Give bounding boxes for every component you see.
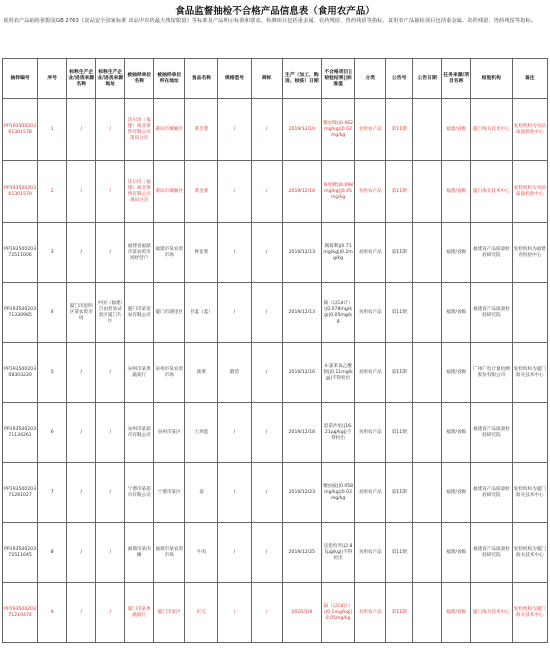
cell-bulletin-no: 第11期 [386, 403, 413, 463]
cell-bulletin-no: 第11期 [386, 463, 413, 523]
cell-bulletin-date [413, 99, 442, 161]
table-row [3, 161, 548, 223]
intro-paragraph: 食用农产品抽检依据是GB 2763《食品安全国家标准 食品中农药最大残留限量》等标准及产品明示标准和要求。检测项目包括重金属、农药残留、兽药残留等指标，食用农产品抽检项目包括重金属、农药残留、兽药残留等指标。 [3, 18, 537, 24]
column-header: 分类 [355, 59, 386, 99]
cell-sampled-address: 厦门市某区 [154, 583, 185, 643]
cell-sampled-address: 泉州市某区 [154, 403, 185, 463]
cell-serial-no: 3 [38, 223, 67, 283]
cell-category: 食用农产品 [355, 283, 386, 343]
cell-inspection-org: 福建省产品质量检验研究院 [471, 463, 512, 523]
cell-food-name: 姜 [185, 463, 218, 523]
cell-failed-item: 镉（以Cd计）||0.1mg/kg||0.05mg/kg [322, 583, 355, 643]
cell-sampled-address: 莆田市城厢区 [154, 161, 185, 223]
table-row [3, 99, 548, 161]
cell-producer-address: / [96, 403, 125, 463]
cell-production-date: 2019/12/13 [282, 283, 321, 343]
cell-serial-no: 6 [38, 403, 67, 463]
cell-production-date: 2020/1/8 [282, 583, 321, 643]
cell-food-name: 菠菜 [185, 343, 218, 403]
cell-serial-no: 9 [38, 583, 67, 643]
cell-producer-address: / [96, 99, 125, 161]
cell-food-name: 黄金菜 [185, 161, 218, 223]
cell-sampled-unit: 沃尔玛（福建）商业零售有限公司莆田分店 [125, 99, 154, 161]
cell-category: 食用农产品 [355, 343, 386, 403]
cell-failed-item: 噻虫嗪||0.062mg/kg||0.02mg/kg [322, 99, 355, 161]
cell-brand: / [251, 523, 282, 583]
cell-brand: / [251, 283, 282, 343]
cell-sampled-unit: 泉州市某超市有限公司 [125, 403, 154, 463]
cell-task-source: 福建/省级 [442, 99, 471, 161]
cell-sampled-unit: 宁德市某超市有限公司 [125, 463, 154, 523]
cell-bulletin-date [413, 283, 442, 343]
cell-producer-name: / [67, 161, 96, 223]
cell-category: 食用农产品 [355, 583, 386, 643]
cell-bulletin-date [413, 161, 442, 223]
cell-category: 食用农产品 [355, 463, 386, 523]
cell-sampled-address: 福鼎市某农贸市场 [154, 223, 185, 283]
column-header: 不合格项目||检验结果||标准值 [322, 59, 355, 99]
cell-bulletin-date [413, 463, 442, 523]
cell-brand: / [251, 403, 282, 463]
cell-sampled-address: 莆田市城厢区 [154, 99, 185, 161]
cell-inspection-org: 福建省产品质量检验研究院 [471, 523, 512, 583]
table-row [3, 343, 548, 403]
cell-inspection-org: 福建省产品质量检验研究院 [471, 403, 512, 463]
cell-brand: / [251, 223, 282, 283]
cell-task-source: 福建/省级 [442, 523, 471, 583]
table-row [3, 223, 548, 283]
cell-failed-item: 恩诺沙星||16.21μg/kg||不得检出 [322, 403, 355, 463]
cell-production-date: 2019/12/25 [282, 523, 321, 583]
cell-food-name: 牛肉 [185, 523, 218, 583]
column-header: 公告号 [386, 59, 413, 99]
table-row [3, 403, 548, 463]
cell-producer-address: / [96, 523, 125, 583]
cell-failed-item: 噻虫胺||0.058mg/kg||0.02mg/kg [322, 463, 355, 523]
cell-production-date: 2019/12/10 [282, 161, 321, 223]
cell-sampled-address: 宁德市某区 [154, 463, 185, 523]
cell-spec: / [218, 223, 251, 283]
cell-production-date: 2019/12/16 [282, 343, 321, 403]
cell-category: 食用农产品 [355, 99, 386, 161]
cell-category: 食用农产品 [355, 161, 386, 223]
cell-bulletin-no: 第11期 [386, 99, 413, 161]
column-header: 备注 [512, 59, 547, 99]
cell-sample-id: PP19350020371210474 [3, 583, 38, 643]
cell-brand: / [251, 343, 282, 403]
cell-category: 食用农产品 [355, 523, 386, 583]
cell-inspection-org: 福建省产品质量检验研究院 [471, 223, 512, 283]
cell-spec: 散装 [218, 343, 251, 403]
cell-remark: 复检机构为厦门海关技术中心 [512, 343, 547, 403]
column-header: 标称生产企业/进货来源名称 [67, 59, 96, 99]
cell-sample-id: PP19350020361301579 [3, 161, 38, 223]
cell-bulletin-date [413, 523, 442, 583]
column-header: 标称生产企业/进货来源地址 [96, 59, 125, 99]
column-header: 商标 [251, 59, 282, 99]
cell-serial-no: 7 [38, 463, 67, 523]
column-header: 检验机构 [471, 59, 512, 99]
cell-producer-name: / [67, 343, 96, 403]
cell-sample-id: PP19350020371134261 [3, 403, 38, 463]
table-row [3, 463, 548, 523]
cell-failed-item: 毒死蜱||0.098mg/kg||0.05mg/kg [322, 161, 355, 223]
cell-inspection-org: 广州广电计量检测股份有限公司 [471, 343, 512, 403]
cell-spec: / [218, 403, 251, 463]
cell-serial-no: 4 [38, 283, 67, 343]
cell-spec: / [218, 463, 251, 523]
cell-spec: / [218, 523, 251, 583]
cell-production-date: 2019/12/23 [282, 463, 321, 523]
cell-bulletin-date [413, 403, 442, 463]
cell-sample-id: PP19350020361301578 [3, 99, 38, 161]
cell-serial-no: 1 [38, 99, 67, 161]
cell-bulletin-date [413, 583, 442, 643]
cell-food-name: 鲜韭菜 [185, 223, 218, 283]
cell-remark: 复检机构为厦门海关技术中心 [512, 463, 547, 523]
cell-task-source: 福建/省级 [442, 223, 471, 283]
cell-brand: / [251, 583, 282, 643]
cell-brand: / [251, 463, 282, 523]
cell-food-name: 土鸡蛋 [185, 403, 218, 463]
cell-task-source: 福建/省级 [442, 583, 471, 643]
column-header: 序号 [38, 59, 67, 99]
column-header: 规格型号 [218, 59, 251, 99]
cell-task-source: 福建/省级 [442, 343, 471, 403]
cell-sample-id: PP19350020372511006 [3, 223, 38, 283]
cell-sampled-address: 福鼎市某农贸市场 [154, 523, 185, 583]
cell-brand: / [251, 99, 282, 161]
cell-producer-address: / [96, 463, 125, 523]
cell-producer-name: 厦门市思明区某农贸市场 [67, 283, 96, 343]
cell-sampled-unit: 福鼎市某肉摊 [125, 523, 154, 583]
cell-sample-id: PP19350020372511045 [3, 523, 38, 583]
cell-bulletin-date [413, 343, 442, 403]
cell-producer-name: / [67, 463, 96, 523]
cell-producer-address: 中国（福建）自由贸易试验区厦门片区 [96, 283, 125, 343]
cell-remark: 复检机构为食品质量检验中心 [512, 99, 547, 161]
table-row [3, 523, 548, 583]
cell-remark: 复检机构为厦门海关技术中心 [512, 583, 547, 643]
column-header: 公告日期 [413, 59, 442, 99]
cell-bulletin-date [413, 223, 442, 283]
cell-producer-name: / [67, 99, 96, 161]
cell-spec: / [218, 283, 251, 343]
cell-failed-item: 克伦特罗||2.87μg/kg||不得检出 [322, 523, 355, 583]
cell-producer-name: / [67, 523, 96, 583]
cell-sampled-unit: 泉州市某果蔬商行 [125, 343, 154, 403]
cell-production-date: 2019/12/13 [282, 223, 321, 283]
cell-serial-no: 5 [38, 343, 67, 403]
cell-sampled-unit: 厦门市某果蔬商行 [125, 583, 154, 643]
cell-inspection-org: 福建省产品质量检验研究院 [471, 283, 512, 343]
cell-food-name: 茶苦菜 [185, 99, 218, 161]
cell-bulletin-no: 第11期 [386, 583, 413, 643]
cell-bulletin-no: 第11期 [386, 343, 413, 403]
cell-sample-id: PP19350020308303220 [3, 343, 38, 403]
cell-inspection-org: 厦门海关技术中心 [471, 99, 512, 161]
cell-producer-address: / [96, 223, 125, 283]
cell-bulletin-no: 第11期 [386, 283, 413, 343]
cell-sample-id: PP19350020371281027 [3, 463, 38, 523]
cell-task-source: 福建/省级 [442, 161, 471, 223]
cell-serial-no: 8 [38, 523, 67, 583]
cell-remark [512, 403, 547, 463]
cell-spec: / [218, 161, 251, 223]
cell-remark [512, 283, 547, 343]
cell-production-date: 2019/12/18 [282, 403, 321, 463]
inspection-table [2, 58, 548, 643]
cell-sampled-unit: 厦门市某贸易有限公司 [125, 283, 154, 343]
cell-producer-address: / [96, 343, 125, 403]
column-header: 任务来源/项目名称 [442, 59, 471, 99]
column-header: 抽样编号 [3, 59, 38, 99]
table-row [3, 583, 548, 643]
document-title: 食品监督抽检不合格产品信息表（食用农产品） [175, 6, 375, 17]
cell-serial-no: 2 [38, 161, 67, 223]
cell-bulletin-no: 第11期 [386, 161, 413, 223]
cell-category: 食用农产品 [355, 403, 386, 463]
column-header: 生产（加工、购进、检疫）日期 [282, 59, 321, 99]
cell-sampled-unit: 福建省福鼎市某农贸市场经营户 [125, 223, 154, 283]
cell-food-name: 甘蓝（蓝） [185, 283, 218, 343]
cell-producer-address: / [96, 583, 125, 643]
cell-spec: / [218, 583, 251, 643]
cell-failed-item: 4-氯苯氧乙酸钠||0.11mg/kg||不得检出 [322, 343, 355, 403]
cell-spec: / [218, 99, 251, 161]
cell-task-source: 福建/省级 [442, 403, 471, 463]
table-row [3, 283, 548, 343]
cell-sample-id: PP19350020371330985 [3, 283, 38, 343]
cell-inspection-org: 厦门海关技术中心 [471, 583, 512, 643]
cell-category: 食用农产品 [355, 223, 386, 283]
cell-production-date: 2019/12/10 [282, 99, 321, 161]
cell-producer-name: / [67, 583, 96, 643]
column-header: 食品名称 [185, 59, 218, 99]
cell-task-source: 福建/省级 [442, 463, 471, 523]
cell-inspection-org: 厦门海关技术中心 [471, 161, 512, 223]
cell-producer-name: / [67, 223, 96, 283]
cell-producer-address: / [96, 161, 125, 223]
cell-failed-item: 腐霉利||0.71mg/kg||0.2mg/kg [322, 223, 355, 283]
cell-sampled-address: 泉州市某农贸市场 [154, 343, 185, 403]
cell-remark: 复检机构为食品质量检验中心 [512, 161, 547, 223]
cell-sampled-address: 厦门市湖里区 [154, 283, 185, 343]
cell-sampled-unit: 沃尔玛（福建）商业零售有限公司莆田分店 [125, 161, 154, 223]
column-header: 被抽样单位名称 [125, 59, 154, 99]
cell-producer-name: / [67, 403, 96, 463]
cell-remark: 复检机构为厦门海关技术中心 [512, 523, 547, 583]
column-header: 被抽样单位所在地址 [154, 59, 185, 99]
cell-bulletin-no: 第11期 [386, 223, 413, 283]
cell-food-name: 豇豆 [185, 583, 218, 643]
cell-brand: / [251, 161, 282, 223]
cell-task-source: 福建/省级 [442, 283, 471, 343]
cell-remark: 复检机构为福建省检验中心 [512, 223, 547, 283]
cell-bulletin-no: 第11期 [386, 523, 413, 583]
cell-failed-item: 镉（以Cd计）||0.078mg/kg||0.05mg/kg [322, 283, 355, 343]
header-row [3, 59, 548, 99]
